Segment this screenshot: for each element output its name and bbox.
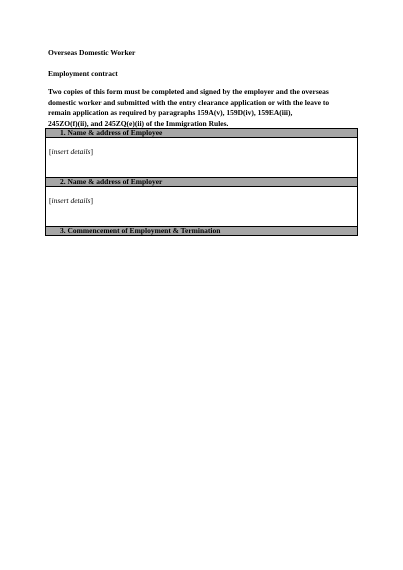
contract-form-table [45, 128, 358, 236]
intro-line: 245ZO(f)(ii), and 245ZQ(e)(ii) of the Immigration Rules. [48, 118, 229, 128]
document-subtitle: Employment contract [48, 69, 118, 78]
section-header-employer: 2. Name & address of Employer [45, 177, 358, 187]
intro-paragraph [48, 87, 360, 129]
employer-details-placeholder: [insert details] [49, 196, 93, 205]
employer-details-field[interactable] [45, 187, 358, 226]
intro-line: remain application as required by paragraphs 159A(v), 159D(iv), 159EA(iii), [48, 108, 293, 117]
intro-line: domestic worker and submitted with the entry clearance application or with the leave to [48, 97, 330, 107]
section-header-commencement: 3. Commencement of Employment & Termination [45, 226, 358, 236]
intro-line: Two copies of this form must be completed and signed by the employer and the overseas [48, 87, 329, 96]
document-title: Overseas Domestic Worker [48, 48, 136, 57]
employee-details-placeholder: [insert details] [49, 147, 93, 156]
employee-details-field[interactable] [45, 138, 358, 177]
section-header-employee: 1. Name & address of Employee [45, 128, 358, 138]
